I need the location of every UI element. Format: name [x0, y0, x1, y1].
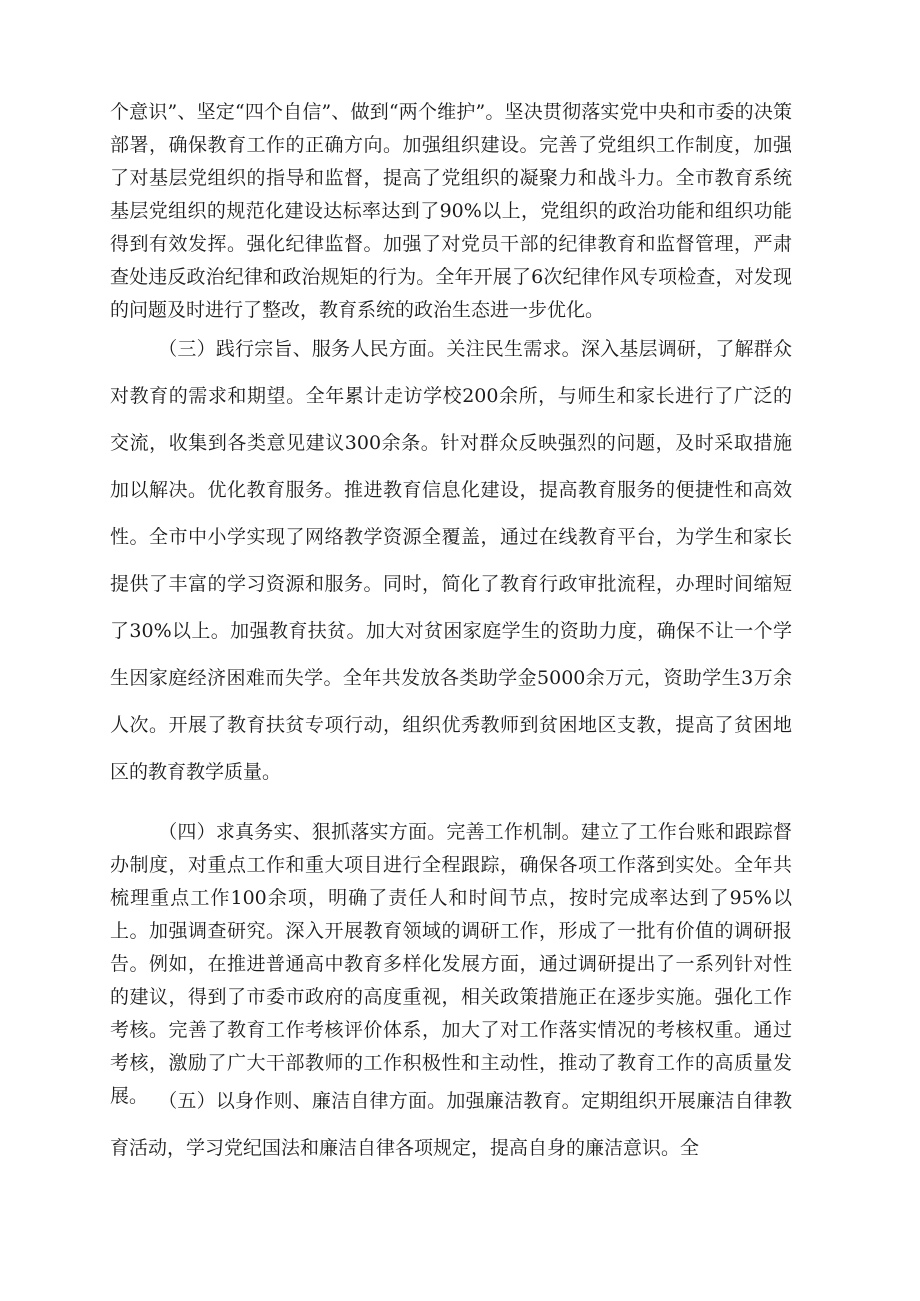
paragraph-integrity-self-discipline	[110, 1078, 792, 1172]
paragraph-text: （五）以身作则、廉洁自律方面。加强廉洁教育。定期组织开展廉洁自律教育活动，学习党纪国法和廉洁自律各项规定，提高自身的廉洁意识。全	[110, 1090, 792, 1159]
paragraph-political-discipline	[110, 96, 792, 327]
paragraph-text: （四）求真务实、狠抓落实方面。完善工作机制。建立了工作台账和跟踪督办制度，对重点工作和重大项目进行全程跟踪，确保各项工作落到实处。全年共梳理重点工作100余项，明确了责任人和时间节点，按时完成率达到了95%以上。加强调查研究。深入开展教育领域的调研工作，形成了一批有价值的调研报告。例如，在推进普通高中教育多样化发展方面，通过调研提出了一系列针对性的建议，得到了市委市政府的高度重视，相关政策措施正在逐步实施。强化工作考核。完善了教育工作考核评价体系，加大了对工作落实情况的考核权重。通过考核，激励了广大干部教师的工作积极性和主动性，推动了教育工作的高质量发展。	[110, 821, 792, 1107]
paragraph-serving-people	[110, 326, 792, 796]
paragraph-text: 个意识”、坚定“四个自信”、做到“两个维护”。坚决贯彻落实党中央和市委的决策部署，确保教育工作的正确方向。加强组织建设。完善了党组织工作制度，加强了对基层党组织的指导和监督，提高了党组织的凝聚力和战斗力。全市教育系统基层党组织的规范化建设达标率达到了90%以上，党组织的政治功能和组织功能得到有效发挥。强化纪律监督。加强了对党员干部的纪律教育和监督管理，严肃查处违反政治纪律和政治规矩的行为。全年开展了6次纪律作风专项检查，对发现的问题及时进行了整改，教育系统的政治生态进一步优化。	[110, 101, 792, 321]
paragraph-pragmatic-implementation	[110, 816, 792, 1113]
paragraph-text: （三）践行宗旨、服务人民方面。关注民生需求。深入基层调研，了解群众对教育的需求和期望。全年累计走访学校200余所，与师生和家长进行了广泛的交流，收集到各类意见建议300余条。针对群众反映强烈的问题，及时采取措施加以解决。优化教育服务。推进教育信息化建设，提高教育服务的便捷性和高效性。全市中小学实现了网络教学资源全覆盖，通过在线教育平台，为学生和家长提供了丰富的学习资源和服务。同时，简化了教育行政审批流程，办理时间缩短了30%以上。加强教育扶贫。加大对贫困家庭学生的资助力度，确保不让一个学生因家庭经济困难而失学。全年共发放各类助学金5000余万元，资助学生3万余人次。开展了教育扶贫专项行动，组织优秀教师到贫困地区支教，提高了贫困地区的教育教学质量。	[110, 338, 792, 783]
